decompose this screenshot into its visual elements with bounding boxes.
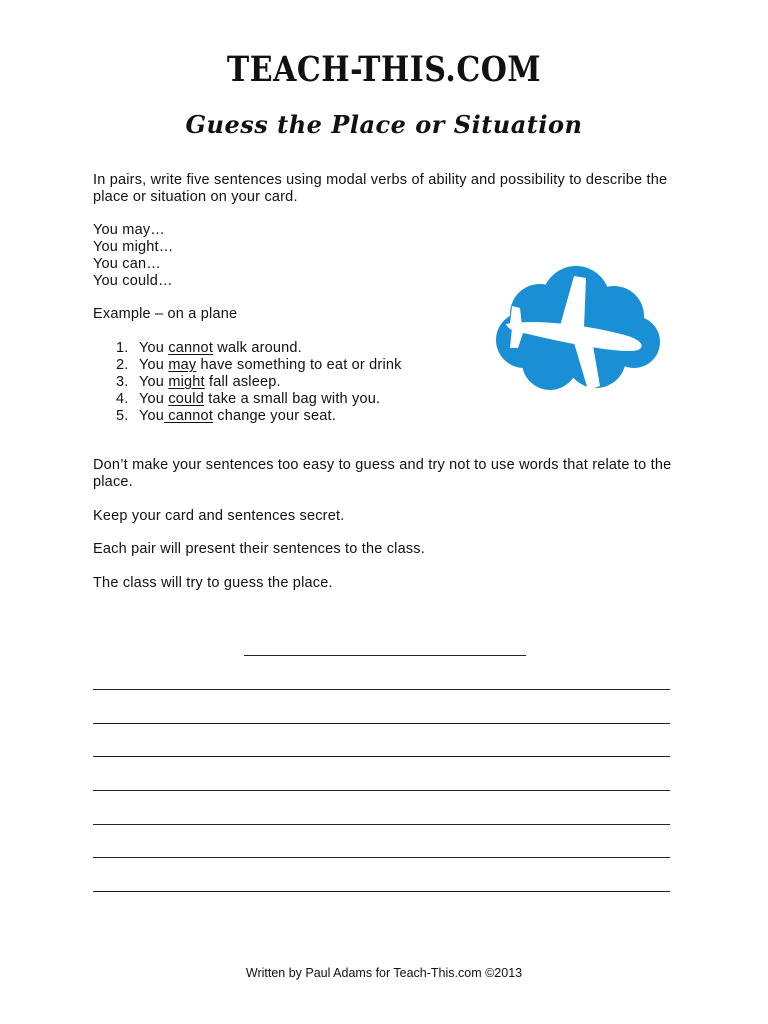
example-sentence (93, 391, 493, 408)
answer-blank-line (93, 756, 670, 757)
example-sentence (93, 374, 493, 391)
sentence-start: You (139, 374, 169, 390)
cue-you-could: You could… (93, 273, 173, 289)
cue-you-may: You may… (93, 222, 165, 238)
example-sentence-list (93, 340, 493, 425)
answer-blank-line (93, 723, 670, 724)
example-sentence (93, 408, 493, 425)
sentence-end: walk around. (213, 340, 302, 356)
secret-instruction: Keep your card and sentences secret. (93, 508, 345, 524)
site-title: TEACH-THIS.COM (226, 50, 542, 91)
list-number: 3. (116, 374, 129, 390)
list-number: 1. (116, 340, 129, 356)
answer-blank-line (93, 891, 670, 892)
list-number: 2. (116, 357, 129, 373)
answer-blank-line (93, 790, 670, 791)
modal-verb: could (168, 391, 204, 407)
worksheet-heading: Guess the Place or Situation (185, 110, 583, 139)
modal-verb: cannot (164, 408, 214, 424)
sentence-start: You (139, 357, 169, 373)
class-guess-instruction: The class will try to guess the place. (93, 575, 333, 591)
cue-you-can: You can… (93, 256, 161, 272)
sentence-start: You (139, 340, 169, 356)
cue-you-might: You might… (93, 239, 174, 255)
sentence-end: take a small bag with you. (203, 391, 381, 407)
answer-blank-line (93, 824, 670, 825)
answer-blank-line (93, 689, 670, 690)
sentence-end: have something to eat or drink (196, 357, 402, 373)
guessing-tip-paragraph: Don’t make your sentences too easy to guess and try not to use words that relate to the place. (93, 457, 672, 490)
sentence-end: change your seat. (213, 408, 336, 424)
sentence-start: You (139, 391, 169, 407)
modal-verb: cannot (168, 340, 214, 356)
example-sentence (93, 357, 493, 374)
example-label: Example – on a plane (93, 306, 238, 322)
footer-credit: Written by Paul Adams for Teach-This.com ©2013 (245, 966, 523, 980)
list-number: 5. (116, 408, 129, 424)
sentence-end: fall asleep. (204, 374, 281, 390)
presentation-instruction: Each pair will present their sentences to the class. (93, 541, 425, 557)
sentence-start: You (139, 408, 165, 424)
modal-verb: might (168, 374, 205, 390)
modal-verb: may (168, 357, 197, 373)
list-number: 4. (116, 391, 129, 407)
example-sentence (93, 340, 493, 357)
answer-blank-line (93, 857, 670, 858)
airplane-in-cloud-icon (488, 262, 664, 394)
intro-paragraph: In pairs, write five sentences using modal verbs of ability and possibility to describe the place or situation on your card. (93, 172, 668, 205)
card-title-blank-line (244, 655, 526, 656)
